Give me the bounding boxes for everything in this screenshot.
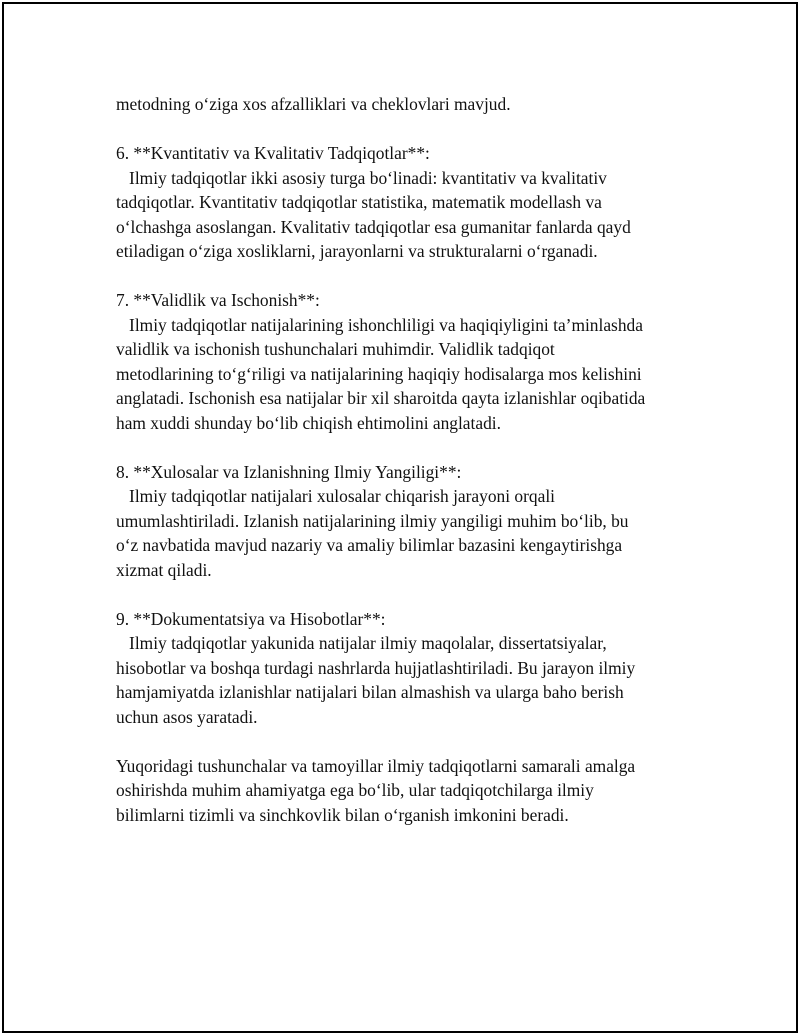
text-line: o‘lchashga asoslangan. Kvalitativ tadqiqotlar esa gumanitar fanlarda qayd [116,216,631,237]
text-line: Ilmiy tadqiqotlar yakunida natijalar ilmiy maqolalar, dissertatsiyalar, [116,633,607,653]
text-line: bilimlarni tizimli va sinchkovlik bilan o‘rganish imkonini beradi. [116,804,569,825]
text-line: anglatadi. Ischonish esa natijalar bir xil sharoitda qayta izlanishlar oqibatida [116,388,646,408]
text-line: o‘z navbatida mavjud nazariy va amaliy bilimlar bazasini kengaytirishga [116,535,623,555]
section-6 [116,141,696,264]
text-line: oshirishda muhim ahamiyatga ega bo‘lib, ular tadqiqotchilarga ilmiy [116,780,594,800]
text-line: hisobotlar va boshqa turdagi nashrlarda hujjatlashtiriladi. Bu jarayon ilmiy [116,657,636,678]
section-7 [116,288,696,435]
section-heading: 8. **Xulosalar va Izlanishning Ilmiy Yangiligi**: [116,461,462,482]
text-line: umumlashtiriladi. Izlanish natijalarining ilmiy yangiligi muhim bo‘lib, bu [116,510,629,531]
intro-paragraph [116,92,696,117]
section-heading: 6. **Kvantitativ va Kvalitativ Tadqiqotlar**: [116,143,430,163]
section-9 [116,607,696,730]
text-line: metodning o‘ziga xos afzalliklari va cheklovlari mavjud. [116,94,511,114]
section-heading: 9. **Dokumentatsiya va Hisobotlar**: [116,608,386,629]
document-body [116,92,696,852]
text-line: ham xuddi shunday bo‘lib chiqish ehtimolini anglatadi. [116,412,501,433]
text-line: Ilmiy tadqiqotlar ikki asosiy turga bo‘linadi: kvantitativ va kvalitativ [116,167,607,188]
conclusion-paragraph [116,754,696,828]
text-line: Ilmiy tadqiqotlar natijalarining ishonchliligi va haqiqiyligini ta’minlashda [116,314,643,335]
text-line: Ilmiy tadqiqotlar natijalari xulosalar chiqarish jarayoni orqali [116,486,555,506]
text-line: Yuqoridagi tushunchalar va tamoyillar ilmiy tadqiqotlarni samarali amalga [116,755,636,776]
text-line: xizmat qiladi. [116,559,212,580]
text-line: etiladigan o‘ziga xosliklarni, jarayonlarni va strukturalarni o‘rganadi. [116,241,598,261]
section-heading: 7. **Validlik va Ischonish**: [116,290,320,310]
text-line: tadqiqotlar. Kvantitativ tadqiqotlar statistika, matematik modellash va [116,192,602,212]
text-line: metodlarining to‘g‘riligi va natijalarining haqiqiy hodisalarga mos kelishini [116,363,642,384]
text-line: hamjamiyatda izlanishlar natijalari bilan almashish va ularga baho berish [116,682,624,702]
text-line: uchun asos yaratadi. [116,706,258,727]
text-line: validlik va ischonish tushunchalari muhimdir. Validlik tadqiqot [116,339,555,359]
section-8 [116,460,696,583]
